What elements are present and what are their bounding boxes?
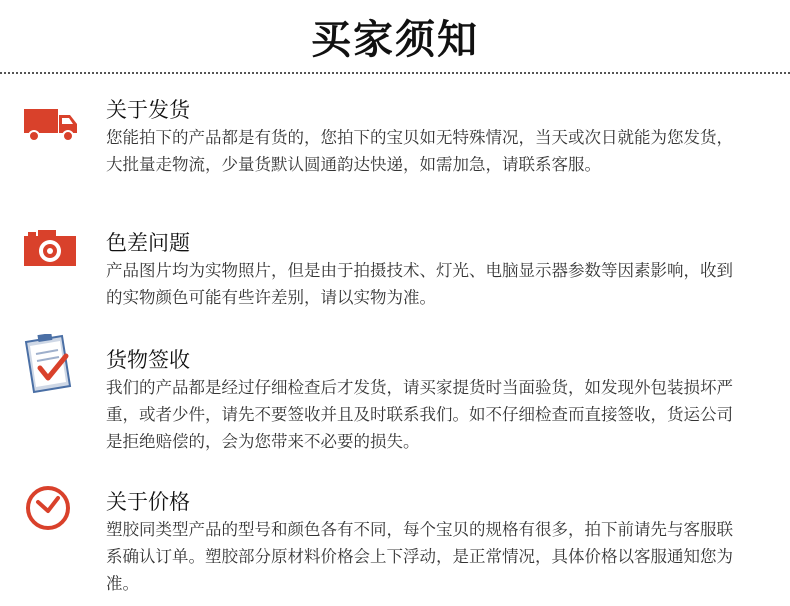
section-body: 我们的产品都是经过仔细检查后才发货，请买家提货时当面验货，如发现外包装损坏严重，或者少件，请先不要签收并且及时联系我们。如不仔细检查而直接签收，货运公司是拒绝赔偿的，会为您带来不必要的损失。 [106, 378, 733, 451]
dotted-divider [0, 72, 790, 74]
section-title: 关于价格 [106, 490, 190, 514]
section-body: 塑胶同类型产品的型号和颜色各有不同，每个宝贝的规格有很多，拍下前请先与客服联系确认订单。塑胶部分原材料价格会上下浮动，是正常情况，具体价格以客服通知您为准。 [106, 520, 733, 593]
section-title: 货物签收 [106, 348, 190, 372]
delivery-truck-icon [20, 100, 80, 150]
page-title: 买家须知 [311, 17, 479, 63]
section-title: 色差问题 [106, 231, 190, 255]
section-body: 产品图片均为实物照片，但是由于拍摄技术、灯光、电脑显示器参数等因素影响，收到的实物颜色可能有些许差别，请以实物为准。 [106, 261, 733, 307]
clipboard-check-icon [20, 334, 80, 396]
section-body: 您能拍下的产品都是有货的，您拍下的宝贝如无特殊情况，当天或次日就能为您发货，大批量走物流，少量货默认圆通韵达快递，如需加急，请联系客服。 [106, 128, 733, 174]
section-title: 关于发货 [106, 98, 190, 122]
camera-icon [20, 223, 80, 273]
clock-icon [20, 482, 80, 534]
